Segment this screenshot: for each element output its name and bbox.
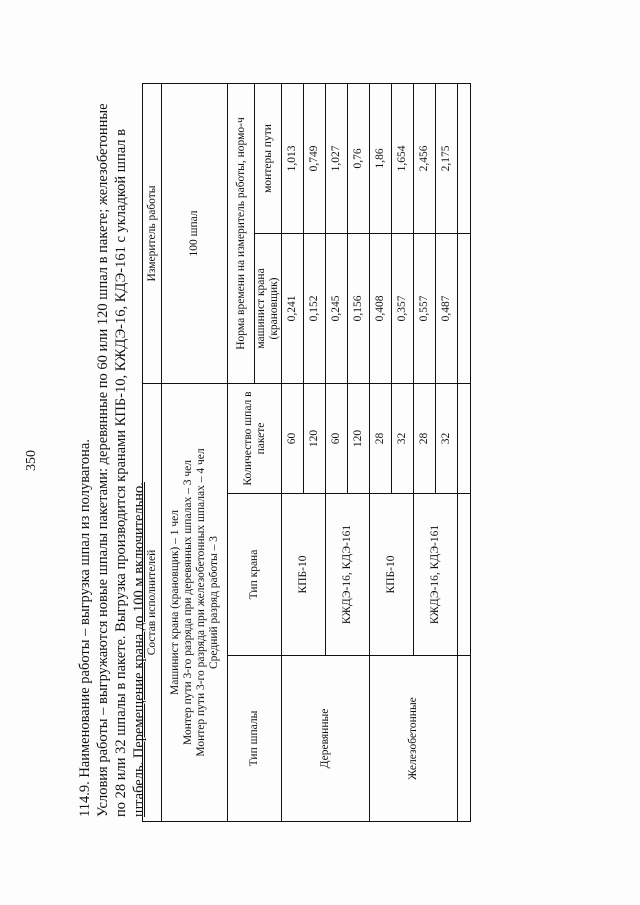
count-cell: 32 — [436, 383, 458, 493]
operator-norm-cell: 0,557 — [414, 233, 436, 383]
empty-cell — [458, 656, 471, 822]
operator-norm-cell: 0,408 — [370, 233, 392, 383]
trackmen-norm-cell: 2,456 — [414, 83, 436, 233]
operator-norm-cell: 0,241 — [282, 233, 304, 383]
count-cell: 28 — [370, 383, 392, 493]
count-cell: 120 — [304, 383, 326, 493]
crane-type-cell: КЖДЭ-16, КДЭ-161 — [326, 494, 370, 656]
col-header-count: Количество шпал в пакете — [228, 383, 282, 493]
crew-line-operator: Машинист крана (крановщик) – 1 чел — [168, 509, 181, 695]
crew-header: Состав исполнителей — [143, 383, 162, 821]
trackmen-norm-cell: 2,175 — [436, 83, 458, 233]
crane-type-cell: КПБ-10 — [370, 494, 414, 656]
table-empty-row — [458, 83, 471, 821]
col-header-crane-type: Тип крана — [228, 494, 282, 656]
operator-norm-cell: 0,156 — [348, 233, 370, 383]
col-header-trackmen: монтеры пути — [255, 83, 282, 233]
empty-cell — [458, 233, 471, 383]
trackmen-norm-cell: 1,013 — [282, 83, 304, 233]
operator-norm-cell: 0,245 — [326, 233, 348, 383]
count-cell: 60 — [282, 383, 304, 493]
empty-cell — [458, 383, 471, 493]
measure-header: Измеритель работы — [143, 83, 162, 383]
count-cell: 120 — [348, 383, 370, 493]
crew-line-grade: Средний разряд работы – 3 — [207, 535, 220, 670]
conditions-line-1: Условия работы – выгружаются новые шпалы пакетами: деревянные по 60 или 120 шпал в пакете; железобетонные — [95, 103, 111, 817]
conditions-line-2: по 28 или 32 шпалы в пакете. Выгрузка производится кранами КПБ-10, КЖДЭ-16, КДЭ-161 с укладкой шпал в — [113, 129, 129, 817]
count-cell: 32 — [392, 383, 414, 493]
measure-value: 100 шпал — [162, 83, 228, 383]
conditions-line-3: штабель. Перемещение крана до 100 м включительно. — [131, 482, 147, 817]
trackmen-norm-cell: 1,86 — [370, 83, 392, 233]
operator-norm-cell: 0,487 — [436, 233, 458, 383]
empty-cell — [458, 494, 471, 656]
empty-cell — [458, 83, 471, 233]
section-heading: 114.9. Наименование работы – выгрузка шпал из полувагона. — [77, 439, 93, 817]
operator-norm-cell: 0,152 — [304, 233, 326, 383]
trackmen-norm-cell: 0,749 — [304, 83, 326, 233]
crane-type-cell: КЖДЭ-16, КДЭ-161 — [414, 494, 458, 656]
norms-table — [142, 83, 471, 822]
table-row — [370, 83, 392, 821]
count-cell: 28 — [414, 383, 436, 493]
crane-type-cell: КПБ-10 — [282, 494, 326, 656]
sleeper-type-cell: Деревянные — [282, 656, 370, 822]
trackmen-norm-cell: 1,027 — [326, 83, 348, 233]
trackmen-norm-cell: 0,76 — [348, 83, 370, 233]
operator-norm-cell: 0,357 — [392, 233, 414, 383]
table-row — [282, 83, 304, 821]
col-header-operator: машинист крана (крановщик) — [255, 233, 282, 383]
crew-composition — [162, 383, 228, 821]
trackmen-norm-cell: 1,654 — [392, 83, 414, 233]
count-cell: 60 — [326, 383, 348, 493]
page-number: 350 — [24, 450, 39, 471]
col-header-norm: Норма времени на измеритель работы, нормо-ч — [228, 83, 255, 383]
crew-line-wooden: Монтер пути 3-го разряда при деревянных шпалах – 3 чел — [181, 460, 194, 745]
crew-line-concrete: Монтер пути 3-го разряда при железобетонных шпалах – 4 чел — [194, 448, 207, 757]
sleeper-type-cell: Железобетонные — [370, 656, 458, 822]
col-header-sleeper-type: Тип шпалы — [228, 656, 282, 822]
